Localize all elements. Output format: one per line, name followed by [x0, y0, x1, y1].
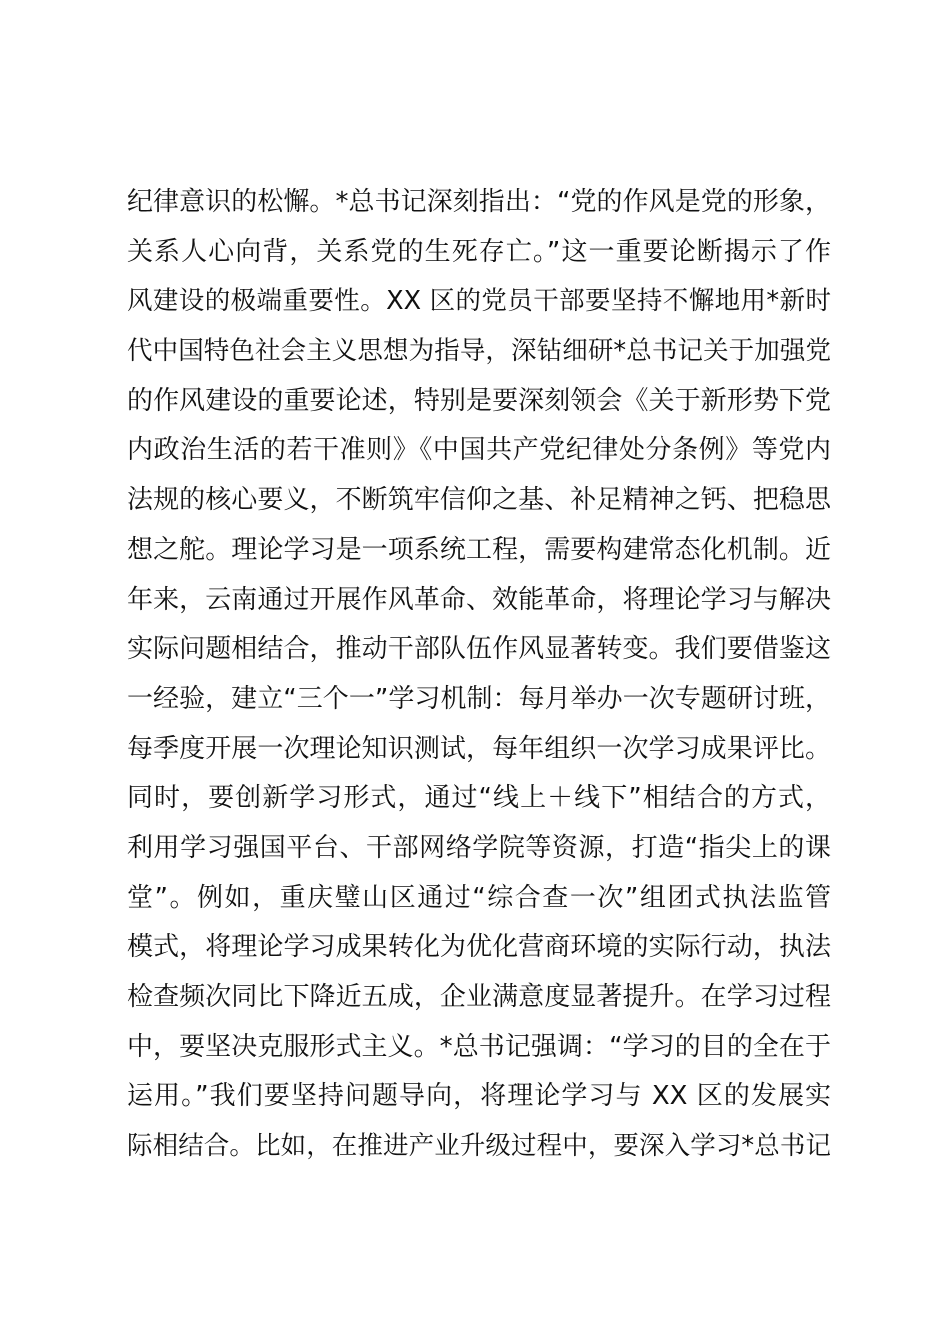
text-line-17: 检查频次同比下降近五成，企业满意度显著提升。在学习过程	[127, 982, 831, 1012]
text-line-3: 风建设的极端重要性。XX 区的党员干部要坚持不懈地用*新时	[127, 286, 831, 317]
text-line-10: 实际问题相结合，推动干部队伍作风显著转变。我们要借鉴这	[127, 634, 831, 665]
body-text	[127, 178, 847, 1172]
text-line-19: 运用。”我们要坚持问题导向，将理论学习与 XX 区的发展实	[127, 1081, 831, 1112]
text-line-11: 一经验，建立“三个一”学习机制：每月举办一次专题研讨班，	[127, 683, 831, 714]
text-line-4: 代中国特色社会主义思想为指导，深钻细研*总书记关于加强党	[127, 336, 831, 367]
text-line-15: 堂”。例如，重庆璧山区通过“综合查一次”组团式执法监管	[127, 882, 831, 913]
text-line-14: 利用学习强国平台、干部网络学院等资源，打造“指尖上的课	[127, 832, 831, 863]
text-line-2: 关系人心向背，关系党的生死存亡。”这一重要论断揭示了作	[127, 236, 831, 267]
text-line-16: 模式，将理论学习成果转化为优化营商环境的实际行动，执法	[127, 932, 831, 963]
text-line-13: 同时，要创新学习形式，通过“线上＋线下”相结合的方式，	[127, 783, 831, 814]
text-line-5: 的作风建设的重要论述，特别是要深刻领会《关于新形势下党	[127, 385, 831, 416]
text-line-12: 每季度开展一次理论知识测试，每年组织一次学习成果评比。	[127, 733, 831, 764]
text-line-8: 想之舵。理论学习是一项系统工程，需要构建常态化机制。近	[127, 534, 831, 565]
text-line-1: 纪律意识的松懈。*总书记深刻指出：“党的作风是党的形象，	[127, 187, 831, 217]
text-line-18: 中，要坚决克服形式主义。*总书记强调：“学习的目的全在于	[127, 1031, 831, 1062]
text-line-6: 内政治生活的若干准则》《中国共产党纪律处分条例》等党内	[127, 435, 831, 466]
text-line-20: 际相结合。比如，在推进产业升级过程中，要深入学习*总书记	[127, 1131, 831, 1162]
text-line-9: 年来，云南通过开展作风革命、效能革命，将理论学习与解决	[127, 584, 831, 615]
text-line-7: 法规的核心要义，不断筑牢信仰之基、补足精神之钙、把稳思	[127, 485, 831, 516]
